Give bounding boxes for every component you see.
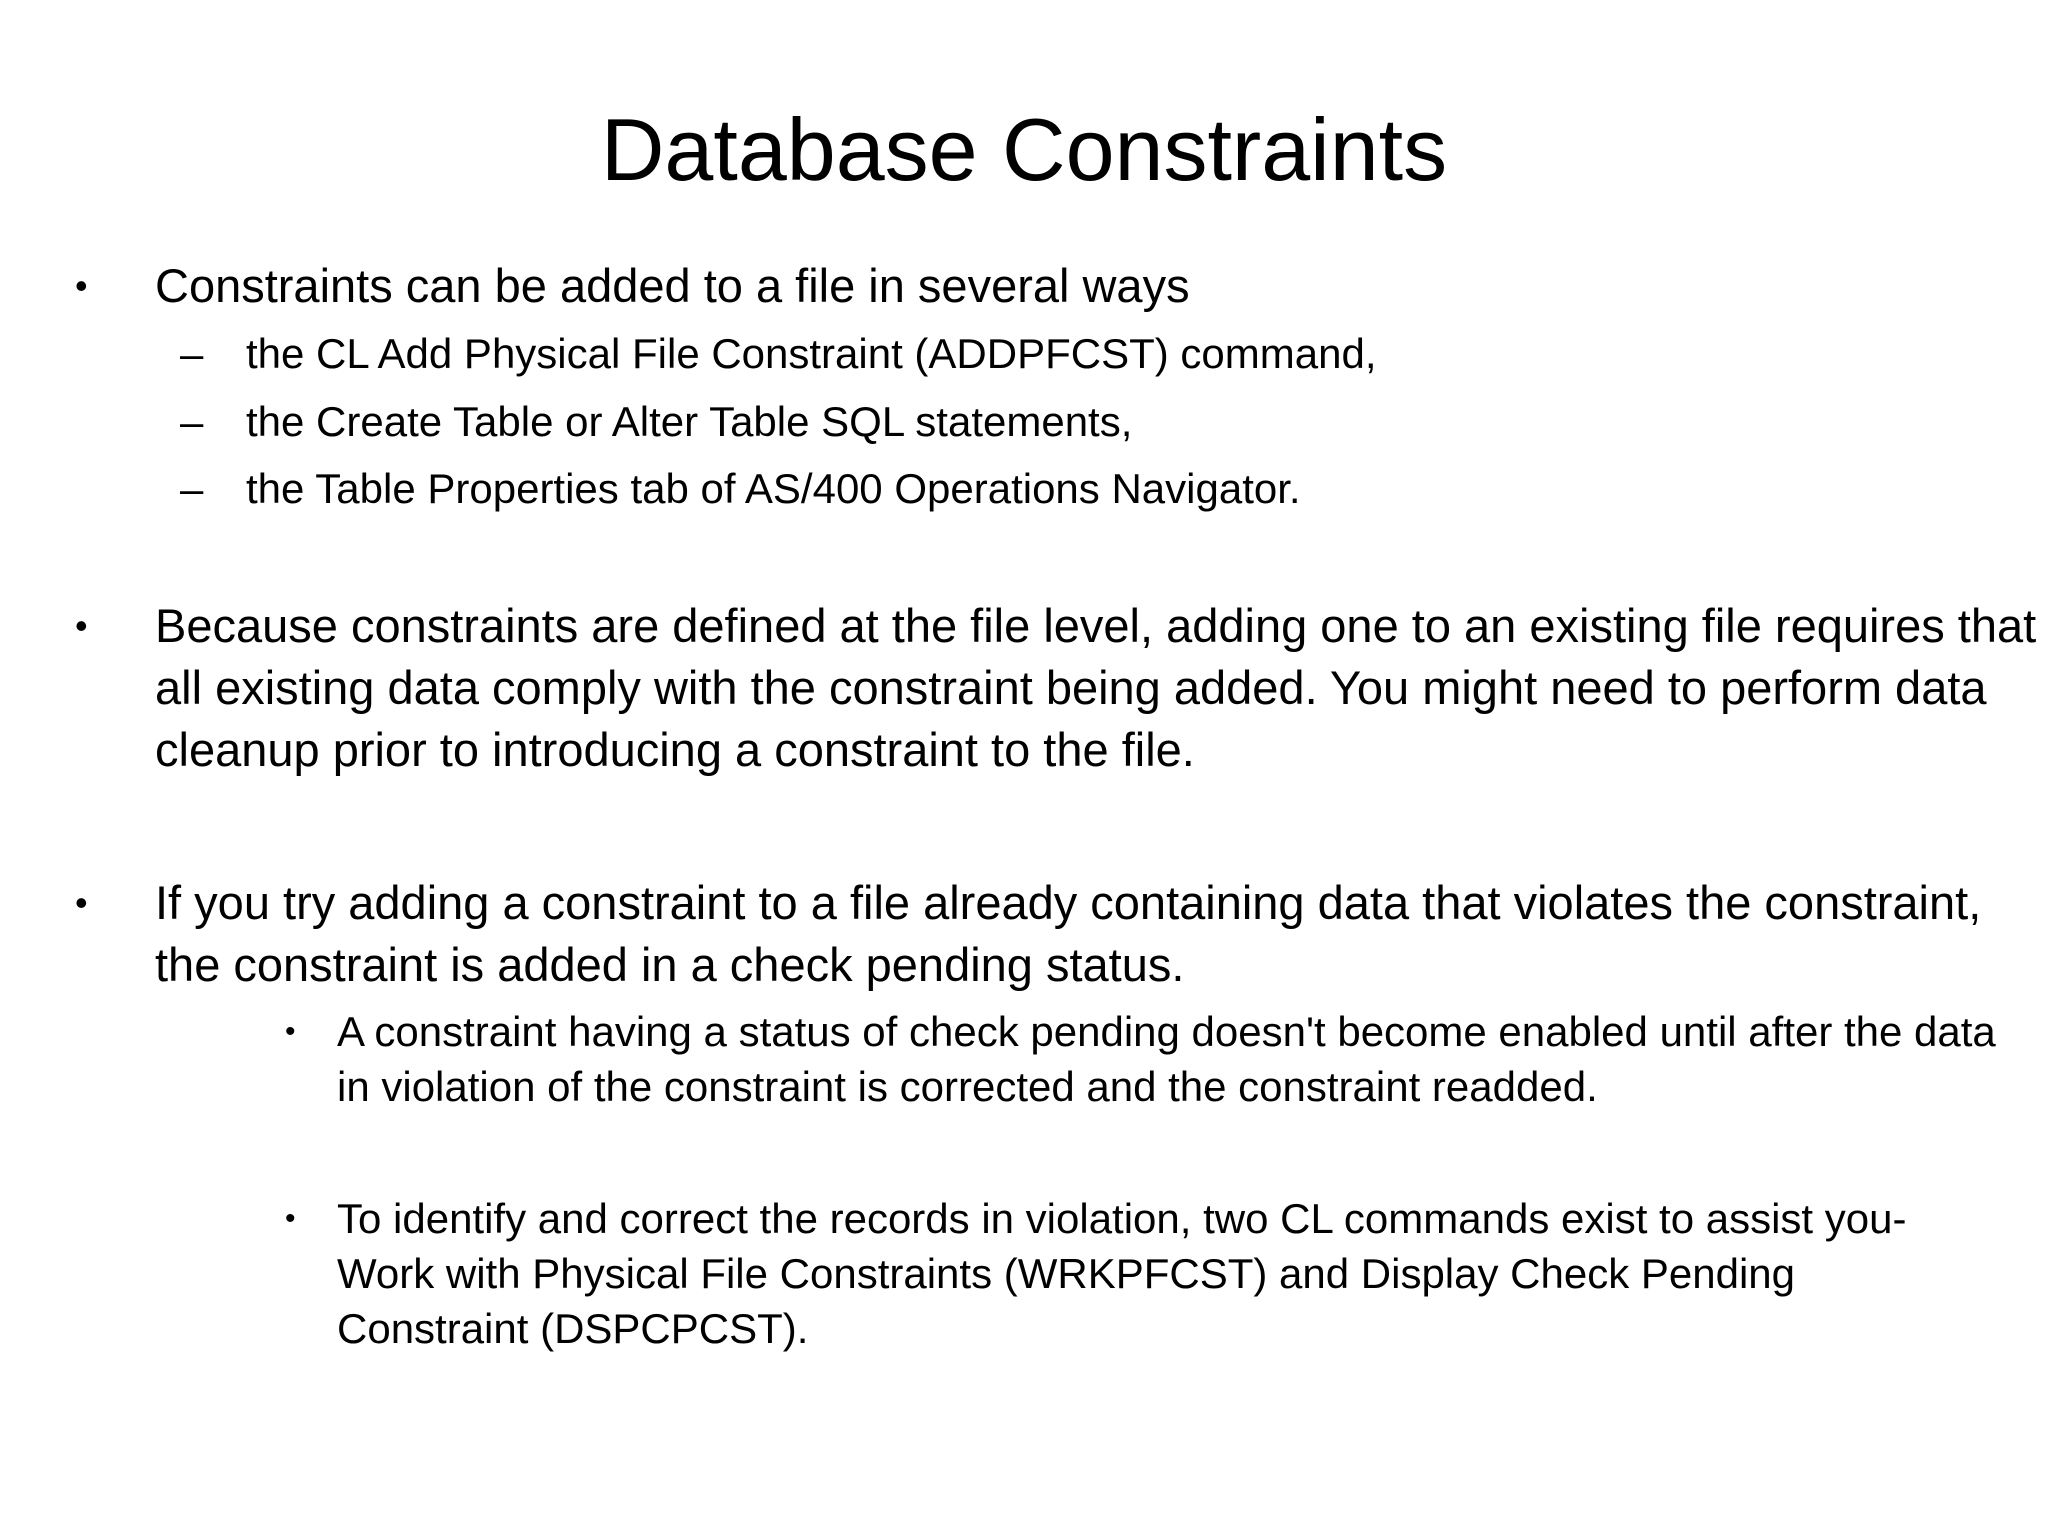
bullet-marker: • <box>75 605 88 646</box>
slide-title: Database Constraints <box>600 100 1448 199</box>
bullet-marker: • <box>75 882 88 923</box>
bullet-text: If you try adding a constraint to a file already containing data that violates the constraint, the constraint is added in a check pending status. <box>155 876 1982 991</box>
sub-item-text: the Table Properties tab of AS/400 Operations Navigator. <box>246 465 1301 512</box>
bullet-text: Constraints can be added to a file in several ways <box>155 259 1190 312</box>
bullet-marker: • <box>285 1202 296 1235</box>
sub-item-text: the CL Add Physical File Constraint (ADDPFCST) command, <box>246 330 1377 377</box>
sub-item-text: To identify and correct the records in violation, two CL commands exist to assist you-Work with Physical File Constraints (WRKPFCST) and Display Check Pending Constraint (DSPCPCST). <box>337 1195 1907 1352</box>
bullet-marker: • <box>285 1015 296 1048</box>
bullet-text: Because constraints are defined at the file level, adding one to an existing file requires that all existing data comply with the constraint being added. You might need to perform data cleanup prior to introducing a constraint to the file. <box>155 599 2037 776</box>
sub-item-text: the Create Table or Alter Table SQL statements, <box>246 398 1133 445</box>
dash-marker: – <box>180 330 204 377</box>
dash-marker: – <box>180 465 204 512</box>
sub-item-text: A constraint having a status of check pending doesn't become enabled until after the data in violation of the constraint is corrected and the constraint readded. <box>337 1008 1996 1110</box>
dash-marker: – <box>180 398 204 445</box>
bullet-marker: • <box>75 265 88 306</box>
